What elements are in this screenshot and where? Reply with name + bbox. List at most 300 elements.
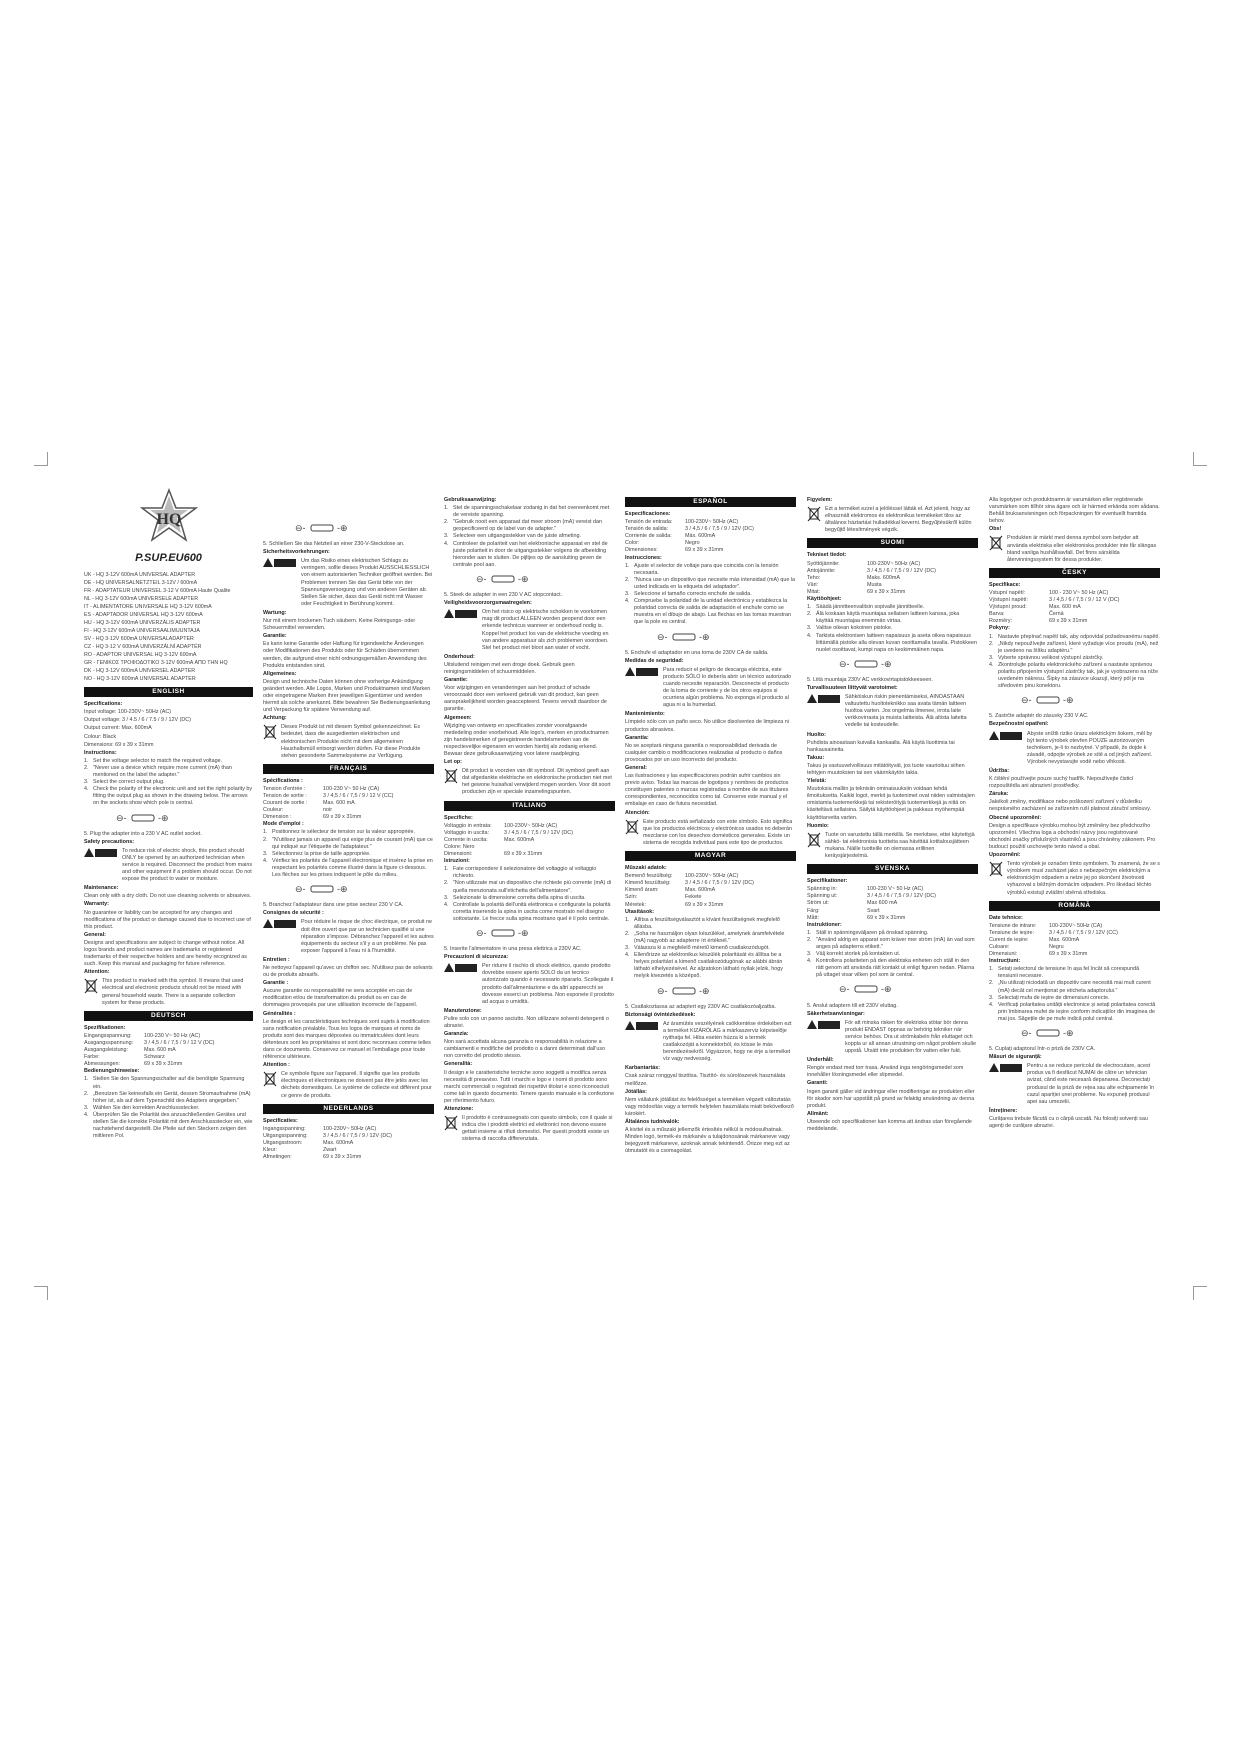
heading: Généralités :: [263, 1010, 296, 1017]
heading: Garantie:: [444, 677, 468, 684]
paragraph: Takuu ja vastuuvelvollisuus mitätöityvät, jos tuote vaurioituu siihen tehtyjen muutoksien tai sen väärinkäytön takia.: [807, 762, 965, 776]
list-item: 4. Controllate la polarità dell'unità elettronica e configurate la polarità corretta inserendo la spina in uscita come mostrato nel disegno sottostante. Le frecce sulla spina mostrano quel è il polo centrale.: [444, 901, 611, 922]
heading: Attenzione:: [444, 1106, 474, 1113]
list-item: 4. Vérifiez les polarités de l'appareil électronique et insérez la prise en respectant les polarités comme illustré dans la figure ci-dessous. Les flèches sur les prises indiquent le pôle du milieu.: [263, 857, 433, 879]
step-5: 5. Cuplați adaptorul într-o priză de 230V CA.: [989, 1046, 1096, 1053]
list-item: 3. Select the correct output plug.: [84, 779, 165, 786]
caution-icon: [84, 848, 118, 861]
heading: Allmänt:: [807, 1110, 829, 1117]
paragraph: Las ilustraciones y las especificaciones podrán sufrir cambios sin previo aviso. Todas las marcas de logotipos y nombres de productos constituyen patentes o marcas registradas a nombre de sus titulares correspondientes, reconocidos como tal. Conserve este manual y el embalaje en caso de futura necesidad.: [625, 773, 789, 808]
weee-block: Ezt a terméket ezzel a jelöléssel látták el. Azt jelenti, hogy az elhasznált elektromos és elektronikus termékeket tilos az általános háztartási hulladékkal keverni. Begyűjtésükről külön begyűjtő létesítmények végzik.: [807, 506, 978, 534]
heading: Consignes de sécurité :: [263, 910, 324, 917]
list-item: 2. „Soha ne használjon olyan készüléket, amelynek áramfelvétele (mA) nagyobb az adapterre írt értéknél.": [625, 930, 785, 944]
heading: Attention :: [263, 1062, 290, 1069]
language-line: GR - ΓΕΝΙΚΟΣ ΤΡΟΦΟΔΟΤΙΚΟ 3-12V 600mA ΑΠΟ ΤΗΝ HQ: [84, 660, 228, 667]
svg-text:HQ: HQ: [156, 511, 181, 528]
heading: Manutenzione:: [444, 1007, 482, 1014]
list-item: 1. Setați selectorul de tensiune în așa fel încât să corespundă tensiunii necesare.: [989, 966, 1140, 980]
spec-row: Color: Negro: [625, 540, 700, 547]
heading: Pokyny:: [989, 625, 1010, 632]
heading: Veiligheidsvoorzorgsmaatregelen:: [444, 600, 532, 607]
plug-polarity-icon: [837, 983, 978, 998]
safety-block: Az áramütés veszélyének csökkentése érdekében ezt a terméket KIZÁRÓLAG a márkaszerviz képviselője nyithatja fel. Hiba esetén húzza ki a termék csatlakozóját a konnektorból, és kösse le más berendezésekről. Vigyázzon, hogy ne érje a terméket víz vagy nedvesség.: [625, 1021, 796, 1064]
svg-text:-⊕: -⊕: [881, 984, 892, 995]
list-item: 3. Selecteer een uitgangsstekker van de juiste afmeting.: [444, 533, 581, 540]
paragraph: Non sarà accettata alcuna garanzia o responsabilità in relazione a cambiamenti e modifiche del prodotto o a danni determinati dall'uso non corretto del prodotto stesso.: [444, 1039, 606, 1060]
list-item: 4. Compruebe la polaridad de la unidad electrónica y establezca la polaridad correcta de salida de adaptación el enchufe como se muestra en el dibujo de abajo. Las flechas en las tomas muestran que la pole es central.: [625, 598, 792, 626]
heading: Mode d'emploi :: [263, 821, 304, 828]
plug-polarity-icon: [293, 522, 434, 537]
spec-row: Corrente in uscita: Max. 600mA: [444, 836, 535, 843]
heading: Atención:: [625, 809, 650, 816]
section-header-magyar: MAGYAR: [625, 851, 796, 861]
crop-mark-bottom-right: [1193, 1286, 1207, 1300]
spec-row: Bemenő feszültség: 100-230V~ 50Hz (AC): [625, 873, 739, 880]
language-line: ES - ADAPTADOR UNIVERSAL HQ 3-12V 600mA: [84, 612, 203, 619]
list-item: 2. „Nu utilizați niciodată un dispozitiv care necesită mai mult curent (mA) decât cel menționat pe eticheta adaptorului.": [989, 980, 1151, 994]
spec-row: Färg: Svart: [807, 907, 880, 914]
weee-bin-icon: [263, 1071, 277, 1090]
list-item: 4. Zkontrolujte polaritu elektronického zařízení a nastavte správnou polaritu připojením výstupní zástrčky tak, jak je vyobrazeno na níže uvedeném nákresu. Šipky na zásuvce ukazují, který pól je na středovém pinu konektoru.: [989, 661, 1159, 690]
heading: Yleistä:: [807, 778, 827, 785]
list-item: 2. "Gebruik nooit een apparaat dat meer stroom (mA) vereist dan gespecificeerd op de label van de adapter.": [444, 519, 603, 533]
heading: Jótállás:: [625, 1088, 647, 1095]
paragraph: Puhdista ainoastaan kuivalla kankaalla. Älä käytä liuottimia tai hankausaineita.: [807, 739, 955, 753]
list-item: 1. Stellen Sie den Spannungsschalter auf die benötigte Spannung ein.: [84, 1076, 245, 1090]
svg-text:-⊕: -⊕: [518, 573, 529, 584]
plug-polarity-icon: [1019, 1027, 1160, 1042]
paragraph: K čištění používejte pouze suchý hadřík. Nepoužívejte čisticí rozpouštědla ani abrazivní prostředky.: [989, 776, 1134, 790]
caution-icon: [989, 731, 1023, 744]
svg-text:⊖-: ⊖-: [657, 631, 668, 642]
crop-mark-top-right: [1193, 452, 1207, 466]
svg-text:-⊕: -⊕: [337, 523, 348, 533]
heading: Specifiche:: [444, 814, 473, 821]
paragraph: Alla logotyper och produktnamn är varumärken eller registrerade varumärken som tillhör sina ägare och är härmed erkända som sådana. Behåll bruksanvisningen och förpackningen för eventuellt framtida behov.: [989, 497, 1160, 525]
heading: Gebruiksaanwijzing:: [444, 497, 497, 503]
spec-row: Spänning in: 100-230 V~ 50 Hz (AC): [807, 886, 924, 893]
svg-text:⊖-: ⊖-: [657, 985, 668, 996]
heading: Upozornění:: [989, 852, 1021, 859]
spec-row: Eingangsspannung: 100-230 V~ 50 Hz (AC): [84, 1032, 201, 1039]
list-item: 2. "Nunca use un dispositivo que necesite más intensidad (mA) que la usted indicada en la etiqueta del adaptador".: [625, 576, 796, 590]
heading: Attention:: [84, 969, 110, 976]
column-4: [625, 497, 796, 1157]
plug-polarity-icon: [655, 985, 796, 1000]
list-item: 3. Välj korrekt storlek på kontakten ut.: [807, 951, 901, 958]
heading: Käyttöohjeet:: [807, 596, 842, 603]
safety-block: To reduce risk of electric shock, this product should ONLY be opened by an authorized technician when service is required. Disconnect the product from mains and other equipment if a problem should occur. Do not expose the product to water or moisture.: [84, 848, 253, 883]
language-list: [84, 572, 253, 683]
column-1: [84, 488, 253, 1140]
weee-bin-icon: [989, 535, 1003, 554]
section-header-espanol: ESPAÑOL: [625, 497, 796, 507]
heading: Tekniset tiedot:: [807, 552, 847, 559]
paragraph: Il design e le caratteristiche tecniche sono soggetti a modifica senza necessità di preavviso. Tutti i marchi e logo e i nomi di prodotto sono marchi commerciali o registrati dei rispettivi titolari e sono riconosciuti come tali in questo documento. Tenere questo manuale e la confezione per riferimento futuro.: [444, 1069, 615, 1104]
heading: Spécifications :: [263, 777, 303, 784]
list-item: 4. Controleer de polariteit van het elektronische apparaat en stel de juiste polariteit in door de uitgangsstekker volgens de afbeelding hieronder aan te sluiten. De pijltjes op de aansluiting geven de centrale pool aan.: [444, 540, 608, 568]
column-5: [807, 497, 978, 1134]
heading: Spezifikationen:: [84, 1024, 126, 1031]
paragraph: Muutoksia malliin ja teknisiin ominaisuuksiin voidaan tehdä ilmoituksetta. Kaikki logot, merkit ja tuotenimet ovat niiden valmistajien omistamia tuotemerkkejä tai rekisteröityjä tuotemerkkejä ja niitä on käsiteltävä sellaisina. Säilytä käyttöohjeet ja pakkaus myöhempää käyttötarvetta varten.: [807, 786, 975, 821]
paragraph: Design und technische Daten können ohne vorherige Ankündigung geändert werden. Alle Logos, Marken und Produktnamen sind Marken oder eingetragene Marken ihrer jeweiligen Eigentümer und werden hiermit als solche anerkannt. Bitte bewahren Sie Bedienungsanleitung und Verpackung für spätere Verwendung auf.: [263, 678, 431, 714]
list-item: 2. Älä koskaan käytä muuntajaa sellaisen laitteen kanssa, joka käyttää muuntajaa enemmän virtaa.: [807, 611, 960, 625]
weee-block: Este producto está señalizado con este símbolo. Esto significa que los productos eléctricos y electrónicos usados no deberán mezclarse con los desechos domésticos generales. Existe un sistema de recogida individual para este tipo de productos.: [625, 819, 796, 847]
section-header-italiano: ITALIANO: [444, 801, 615, 811]
spec-row: Vstupní napětí: 100 - 230 V~ 50 Hz (AC): [989, 589, 1109, 596]
spec-row: Culoare: Negru: [989, 943, 1064, 950]
caution-icon: [807, 694, 841, 707]
heading: Underhåll:: [807, 1057, 834, 1064]
spec-row: Ström ut: Max 600 mA: [807, 900, 898, 907]
heading: Garantía:: [625, 734, 649, 741]
heading: Especificaciones:: [625, 511, 671, 517]
heading: Turvallisuuteen liittyvät varotoimet:: [807, 684, 898, 691]
spec-row: Voltaggio in uscita: 3 / 4,5 / 6 / 7,5 / 9 / 12V (DC): [444, 829, 573, 836]
spec-row: Kimenő feszültség: 3 / 4,5 / 6 / 7,5 / 9 / 12V (DC): [625, 880, 754, 887]
heading: Bedienungshinweise:: [84, 1068, 140, 1075]
spec-row: Afmetingen: 69 x 39 x 31mm: [263, 1154, 362, 1161]
paragraph: Voor wijzigingen en veranderingen aan het product of schade veroorzaakt door een verkeerd gebruik van dit product, kan geen aansprakelijkheid worden geaccepteerd. Tevens vervalt daardoor de garantie.: [444, 685, 607, 713]
spec-row: Spänning ut: 3 / 4,5 / 6 / 7,5 / 9 / 12V (DC): [807, 893, 936, 900]
weee-bin-icon: [84, 978, 98, 997]
svg-text:-⊕: -⊕: [518, 927, 529, 938]
section-header-nederlands: NEDERLANDS: [263, 1104, 434, 1114]
spec-row: Couleur: noir: [263, 807, 332, 814]
step-5: 5. Schließen Sie das Netzteil an einer 230-V-Steckdose an.: [263, 541, 405, 548]
spec-row: Curent de ieșire: Max. 600mA: [989, 936, 1080, 943]
list-item: 4. Überprüfen Sie die Polarität des anzuschließenden Gerätes und stellen Sie die korrekte Polarität mit dem Anschlussstecker ein, wie nachstehend dargestellt. Die Pfeile auf den Steckern zeigen den mittleren Pol.: [84, 1111, 253, 1140]
safety-block: Abyste snížili riziko úrazu elektrickým šokem, měl by být tento výrobek otevřen POUZE autorizovaným technikem, je-li to nezbytné. V případě, že dojde k závadě, odpojte výrobek ze sítě a od jiných zařízení. Výrobek nevystavujte vodě nebo vlhkosti.: [989, 731, 1160, 766]
paragraph: Jakékoli změny, modifikace nebo poškození zařízení v důsledku nesprávného zacházení se zařízením ruší platnost záruční smlouvy.: [989, 799, 1151, 813]
spec-row: Dimension : 69 x 39 x 31mm: [263, 814, 362, 821]
svg-text:-⊕: -⊕: [158, 812, 169, 823]
step-5: 5. Liitä muuntaja 230V AC verkkovirtapistokkeeseen.: [807, 676, 933, 683]
paragraph: A kivitel és a műszaki jellemzők értesítés nélkül is módosulhatnak. Minden logó, termék-és márkanév a tulajdonosának márkaneve vagy bejegyzett márkaneve, azoknak annak tekintendő. Őrizze meg ezt az útmutatót és a csomagolást.: [625, 1127, 790, 1155]
svg-text:⊖-: ⊖-: [295, 523, 306, 533]
caution-icon: [625, 667, 659, 680]
step-5: 5. Branchez l'adaptateur dans une prise secteur 230 V CA.: [263, 902, 404, 909]
svg-text:-⊕: -⊕: [1063, 1028, 1074, 1038]
svg-text:⊖-: ⊖-: [476, 927, 487, 938]
heading: Mantenimiento:: [625, 711, 665, 718]
section-header-english: ENGLISH: [84, 687, 253, 697]
caution-icon: [625, 1021, 659, 1034]
paragraph: Clean only with a dry cloth. Do not use cleaning solvents or abrasives.: [84, 893, 252, 900]
spec-row: Méretek: 69 x 39 x 31mm: [625, 901, 724, 908]
list-item: 1. Säädä jännitteenvalitsin sopivalle jännitteelle.: [807, 604, 925, 611]
heading: Safety precautions:: [84, 838, 135, 845]
heading: General:: [84, 931, 106, 938]
heading: Entretien :: [263, 956, 290, 963]
spec-row: Antojännite: 3 / 4,5 / 6 / 7,5 / 9 / 12V (DC): [807, 567, 936, 574]
list-item: 3. Selezionate la dimensione corretta della spina di uscita.: [444, 894, 586, 901]
language-line: SV - HQ 3-12V 600mA UNIVERSALADAPTER: [84, 636, 194, 643]
weee-block: This product is marked with this symbol. It means that used electrical and electronic products should not be mixed with general household waste. There is a separate collection system for these products.: [84, 978, 253, 1006]
weee-block: Il prodotto è contrassegnato con questo simbolo, con il quale si indica che i prodotti elettrici ed elettronici non devono essere gettati insieme ai rifiuti domestici. Per questi prodotti esiste un sistema di raccolta differenziata.: [444, 1115, 615, 1143]
heading: Specifikationer:: [807, 878, 848, 885]
caution-icon: [263, 919, 297, 932]
list-item: 4. Kontrollera polariteten på den elektriska enheten och ställ in den rätt genom att använda rätt kontakt ut enligt figuren nedan. Pilarna på uttaget visar vilken pol som är central.: [807, 958, 975, 979]
heading: Garanti:: [807, 1080, 828, 1087]
spec-row: Teho: Maks. 600mA: [807, 574, 900, 581]
spec-row: Výstupní proud: Max. 600 mA: [989, 604, 1081, 611]
list-item: 4. Check the polarity of the electronic unit and set the right polarity by fitting the output plug as shown in the drawing below. The arrows on the sockets show which pole is central.: [84, 786, 253, 807]
section-header-cesky: ČESKY: [989, 568, 1160, 578]
paragraph: Curățarea trebuie făcută cu o cârpă uscată. Nu folosiți solvenți sau agenți de curățare abrazivi.: [989, 1115, 1148, 1130]
section-header-suomi: SUOMI: [807, 538, 978, 548]
paragraph: Le design et les caractéristiques techniques sont sujets à modification sans notification préalable. Tous les logos de marques et noms de produits sont des marques déposées ou immatriculées dont leurs détenteurs sont les propriétaires et sont donc reconnues comme telles dans ce documents. Conservez ce manuel et l'emballage pour toute référence ultérieure.: [263, 1018, 431, 1061]
paragraph: Es kann keine Garantie oder Haftung für irgendwelche Änderungen oder Modifikationen des Produkts oder für Schäden übernommen werden, die aufgrund einer nicht ordnungsgemäßen Anwendung des Produkts entstanden sind.: [263, 641, 427, 669]
list-item: 4. Verificați polaritatea unității electronice și setați polaritatea corectă prin îmbinarea mufei de ieșire conform indicațiilor din imaginea de mai jos. Săgețile de pe mufe indică polul central.: [989, 1001, 1156, 1022]
language-line: CZ - HQ 3-12 V 600mA UNIVERZÁLNÍ ADAPTÉR: [84, 644, 202, 651]
step-5: 5. Csatlakoztassa az adaptert egy 230V AC csatlakozóaljzatba.: [625, 1003, 777, 1010]
heading: Istruzioni:: [444, 858, 470, 865]
heading: Általános tudnivalók:: [625, 1119, 680, 1126]
model-title: P.SUP.EU600: [135, 552, 202, 565]
language-line: FI - HQ 3-12V 600mA UNIVERSAALIMUUNTAJA: [84, 628, 200, 635]
heading: Instrucțiuni:: [989, 958, 1021, 965]
heading: Specificaties:: [263, 1117, 298, 1124]
weee-block: Dieses Produkt ist mit diesem Symbol gekennzeichnet. Es bedeutet, dass die ausgedienten elektrischen und elektronischen Produkte nicht mit dem allgemeinen Haushaltsmüll entsorgt werden dürfen. Für diese Produkte stehen gesonderte Sammelsysteme zur Verfügung.: [263, 724, 434, 759]
svg-text:-⊕: -⊕: [699, 985, 710, 996]
heading: Medidas de seguridad:: [625, 657, 684, 664]
spec-line: Output voltage: 3 / 4.5 / 6 / 7.5 / 9 / 12V (DC): [84, 717, 191, 724]
safety-block: Om het risico op elektrische schokken te voorkomen mag dit product ALLEEN worden geopend door een erkende technicus wanneer er onderhoud nodig is. Koppel het product los van de elektrische voeding en van andere apparatuur als zich problemen voordoen. Stel het product niet bloot aan water of vocht.: [444, 609, 615, 652]
spec-row: Barva: Černá: [989, 611, 1064, 618]
spec-row: Dimensiones: 69 x 39 x 31mm: [625, 547, 724, 554]
list-item: 2. "Non utilizzate mai un dispositivo che richiede più corrente (mA) di quella menzionata sull'etichetta dell'alimentatore".: [444, 880, 612, 894]
paragraph: Pulire solo con un panno asciutto. Non utilizzare solventi detergenti o abrasivi.: [444, 1015, 609, 1029]
heading: Let op:: [444, 759, 462, 766]
plug-polarity-icon: [474, 927, 615, 942]
svg-text:⊖-: ⊖-: [1021, 695, 1032, 706]
heading: Warranty:: [84, 901, 109, 908]
list-item: 4. Ellenőrizze az elektronikus készülék polaritását és állítsa be a helyes polaritást a kimenő csatlakozódugónak az alábbi ábrán látható elhelyezésével. Az aljzatokon látható nyilak jelzik, hogy melyik kivezetés a középső.: [625, 952, 783, 980]
heading: General:: [625, 765, 647, 771]
heading: Bezpečnostní opatření:: [989, 721, 1049, 728]
list-item: 3. Selectați mufa de ieșire de dimensiuni corecte.: [989, 994, 1110, 1001]
heading: Karbantartás:: [625, 1065, 661, 1072]
paragraph: Ingen garanti gäller vid ändringar eller modifieringar av produkten eller för skador som har uppstått på grund av felaktig användning av denna produkt.: [807, 1088, 975, 1109]
list-item: 3. Seleccione el tamaño correcto enchufe de salida.: [625, 591, 752, 598]
spec-row: Voltaggio in entrata: 100-230V~ 50Hz (AC): [444, 822, 558, 829]
spec-row: Kleur: Zwart: [263, 1147, 337, 1154]
step-5: 5. Enchufe el adaptador en una toma de 230V CA de salida.: [625, 649, 769, 656]
list-item: 2. "Använd aldrig en apparat som kräver mer ström (mA) än vad som anges på adapterns etikett.": [807, 936, 975, 950]
section-header-deutsch: DEUTSCH: [84, 1011, 253, 1021]
heading: Instructions:: [84, 749, 117, 756]
language-line: FR - ADAPTATEUR UNIVERSEL 3-12 V 600mA Haute Qualite: [84, 588, 231, 595]
language-line: DK - HQ 3-12V 600mA UNIVERSEL ADAPTER: [84, 668, 196, 675]
spec-row: Kimenő áram: Max. 600mA: [625, 887, 716, 894]
list-item: 1. Stel de spanningsschakelaar zodanig in dat het overeenkomt met de vereiste spanning.: [444, 505, 610, 519]
paragraph: Wijziging van ontwerp en specificaties zonder voorafgaande mededeling onder voorbehoud. Alle logo's, merken en productnamen zijn handelsmerken of geregistreerde handelsmerken van de respectievelijke eigenaren en worden hierbij als zodanig erkend. Bewaar deze gebruiksaanwijzing voor latere raadpleging.: [444, 722, 609, 757]
plug-polarity-icon: [837, 658, 978, 673]
heading: Date tehnice:: [989, 914, 1023, 921]
list-item: 3. Valitse oikean kokoinen pistoke.: [807, 625, 893, 632]
spec-row: Colore: Nero: [444, 843, 475, 850]
language-line: IT - ALIMENTATORE UNIVERSALE HQ 3-12V 600mA: [84, 604, 212, 611]
paragraph: No se aceptará ninguna garantía o responsabilidad derivada de cualquier cambio o modificaciones realizadas al producto o daños provocados por un uso incorrecto del producto.: [625, 742, 783, 763]
heading: Figyelem:: [807, 497, 833, 503]
heading: Specifikace:: [989, 581, 1021, 588]
svg-text:⊖-: ⊖-: [295, 884, 306, 895]
spec-row: Ausgangsspannung: 3 / 4,5 / 6 / 7,5 / 9 / 12 V (DC): [84, 1039, 215, 1046]
language-line: HU - HQ 3-12V 600mA UNIVERZÁLIS ADAPTER: [84, 620, 201, 627]
spec-row: Uitgangsstroom: Max. 600mA: [263, 1139, 354, 1146]
caution-icon: [444, 963, 478, 976]
spec-row: Mått: 69 x 39 x 31mm: [807, 914, 906, 921]
heading: Garanzia:: [444, 1031, 469, 1038]
heading: Obs!: [989, 526, 1002, 533]
heading: Sicherheitsvorkehrungen:: [263, 549, 330, 556]
spec-row: Syöttöjännite: 100-230V~ 50Hz (AC): [807, 560, 921, 567]
caution-icon: [989, 1063, 1023, 1076]
plug-polarity-icon: [474, 573, 615, 588]
spec-row: Corriente de salida: Máx. 600mA: [625, 533, 716, 540]
list-item: 3. Sélectionnez la prise de taille appropriée.: [263, 850, 371, 857]
spec-row: Tensiune de intrare: 100-230V~ 50Hz (CA): [989, 922, 1103, 929]
safety-block: Pentru a se reduce pericolul de electrocutare, acest produs va fi desfăcut NUMAI de către un tehnician avizat, când este necesară depanarea. Deconectați produsul de la priză de rețea sau alte echipamente în cazul apariției unei probleme. Nu expuneți produsul apei sau umezelii.: [989, 1063, 1160, 1106]
heading: Záruka:: [989, 791, 1009, 798]
paragraph: Utseende och specifikationer kan komma att ändras utan föregående meddelande.: [807, 1118, 972, 1133]
heading: Údržba:: [989, 768, 1010, 774]
spec-row: Ausgangsleistung: Max. 600 mA: [84, 1047, 176, 1054]
safety-block: Pour réduire le risque de choc électrique, ce produit ne doit être ouvert que par un technicien qualifié si une réparation s'impose. Débranchez l'appareil et les autres équipements du secteur s'il y a un problème. Ne pas exposer l'appareil à l'eau ni à l'humidité.: [263, 919, 434, 954]
heading: Generalità:: [444, 1061, 473, 1068]
paragraph: Uitsluitend reinigen met een droge doek. Gebruik geen reinigingsmiddelen of schuurmiddelen.: [444, 661, 575, 675]
step-5: 5. Inserite l'alimentatore in una presa elettrica a 230V AC.: [444, 946, 582, 953]
language-line: NL - HQ 3-12V 600mA UNIVERSELE ADAPTER: [84, 596, 199, 603]
paragraph: Designs and specifications are subject to change without notice. All logos brands and product names are trademarks or registered trademarks of their respective holders and are hereby recognized as such. Keep this manual and packaging for future reference.: [84, 939, 248, 968]
weee-bin-icon: [444, 1115, 458, 1134]
plug-polarity-icon: [655, 631, 796, 646]
spec-row: Väri: Musta: [807, 581, 882, 588]
weee-block: Tento výrobek je označen tímto symbolem. To znamená, že se s výrobkem musí zacházet jako s nebezpečným elektrickým a elektronickým odpadem a nelze jej po skončení životnosti vyhazovat s běžným domácím odpadem. Pro likvidaci těchto výrobků existují zvláštní sběrná střediska.: [989, 861, 1160, 896]
list-item: 2. „Benutzen Sie keinesfalls ein Gerät, dessen Stromaufnahme (mA) höher ist, als auf dem Typenschild des Adapters angegeben.": [84, 1090, 251, 1104]
heading: Utasítások:: [625, 908, 655, 915]
spec-row: Abmessungen: 69 x 39 x 31mm: [84, 1061, 183, 1068]
section-header-romana: ROMÂNĂ: [989, 901, 1160, 911]
spec-row: Tensión de salida: 3 / 4,5 / 6 / 7,5 / 9 / 12V (DC): [625, 526, 754, 533]
section-header-svenska: SVENSKA: [807, 864, 978, 874]
language-line: RO - ADAPTOR UNIVERSAL HQ 3-12V 600mA: [84, 652, 197, 659]
column-3: [444, 497, 615, 1146]
spec-row: Courant de sortie : Max. 600 mA: [263, 800, 355, 807]
safety-block: Per ridurre il rischio di shock elettrico, questo prodotto dovrebbe essere aperto SOLO da un tecnico autorizzato quando è necessario ripararlo. Scollegate il prodotto dall'alimentazione e da altri apparecchi se dovesse esserci un problema. Non esponete il prodotto ad acqua o umidità.: [444, 963, 615, 1006]
list-item: 3. Válassza ki a megfelelő méretű kimenő csatlakozódugót.: [625, 945, 770, 952]
paragraph: Límpielo sólo con un paño seco. No utilice disolventes de limpieza ni productos abrasivos.: [625, 719, 789, 733]
list-item: 2. „Nikdy nepoužívejte zařízení, které vyžaduje více proudu (mA), než je uvedeno na štítku adaptéru.": [989, 640, 1159, 654]
hq-logo: [84, 488, 253, 549]
plug-polarity-icon: [1019, 694, 1160, 709]
column-2: [263, 518, 434, 1161]
list-item: 1. Set the voltage selector to match the required voltage.: [84, 757, 223, 764]
list-item: 1. Ajuste el selector de voltaje para que coincida con la tensión necesaria.: [625, 562, 779, 576]
weee-bin-icon: [444, 768, 458, 787]
list-item: 1. Állítsa a feszültségválasztót a kívánt feszültségnek megfelelő állásba.: [625, 916, 780, 930]
heading: Specifications:: [84, 701, 123, 708]
paragraph: Design a specifikace výrobku mohou být změněny bez předchozího upozornění. Všechna loga a obchodní názvy jsou registrované obchodní značky příslušných vlastníků a jsou chráněny zákonem. Pro budoucí použití uschovejte tento návod a obal.: [989, 822, 1156, 850]
svg-text:⊖-: ⊖-: [476, 573, 487, 584]
paragraph: Nem vállalunk jótállást és felelősséget a terméken végzett változtatás vagy módosítás vagy a termék helytelen használata miatt bekövetkező károkért.: [625, 1096, 794, 1117]
language-line: NO - HQ 3-12V 600mA UNIVERSAL ADAPTER: [84, 676, 196, 683]
weee-block: Dit product is voorzien van dit symbool. Dit symbool geeft aan dat afgedankte elektrische en elektronische producten niet met het gewone huisafval verwijderd mogen worden. Voor dit soort producten zijn er speciale inzamelingspunten.: [444, 768, 615, 796]
safety-block: För att minska risken för elektriska stötar bör denna produkt ENDAST öppnas av behörig tekniker när service behövs. Dra ut strömkabeln från eluttaget och koppla ur all annan utrustning om något problem skulle uppstå. Utsätt inte produkten för vatten eller fukt.: [807, 1020, 978, 1055]
svg-text:-⊕: -⊕: [337, 884, 348, 895]
paragraph: Nur mit einem trockenen Tuch säubern. Keine Reinigungs- oder Scheuermittel verwenden.: [263, 618, 416, 632]
spec-row: Ingangsspanning: 100-230V~ 50Hz (AC): [263, 1125, 377, 1132]
spec-row: Tensiune de ieșire: 3 / 4,5 / 6 / 7,5 / 9 / 12V (CC): [989, 929, 1118, 936]
caution-icon: [807, 1020, 841, 1033]
heading: Achtung:: [263, 715, 287, 722]
svg-text:-⊕: -⊕: [1063, 695, 1074, 706]
svg-text:⊖-: ⊖-: [839, 658, 850, 669]
step-5: 5. Zastrčte adaptér do zásuvky 230 V AC.: [989, 713, 1089, 720]
paragraph: No guarantee or liability can be accepted for any changes and modifications of the product or damage caused due to incorrect use of this product.: [84, 909, 251, 930]
paragraph: Ne nettoyez l'appareil qu'avec un chiffon sec. N'utilisez pas de solvants ou de produits abrasifs.: [263, 964, 433, 979]
caution-icon: [444, 609, 478, 622]
spec-row: Tensión de entrada: 100-230V~ 50Hz (AC): [625, 519, 739, 526]
spec-row: Výstupní napětí: 3 / 4,5 / 6 / 7,5 / 9 / 12 V (DC): [989, 597, 1120, 604]
crop-mark-top-left: [34, 452, 48, 466]
list-item: 1. Ställ in spänningsväljaren på önskad spänning.: [807, 929, 929, 936]
spec-line: Colour: Black: [84, 733, 117, 740]
heading: Takuu:: [807, 754, 825, 761]
heading: Instruktioner:: [807, 921, 842, 928]
spec-row: Tension de sortie : 3 / 4,5 / 6 / 7,5 / 9 / 12 V (CC): [263, 793, 394, 799]
safety-block: Sähköiskun riskin pienentämiseksi, AINOASTAAN valtuutettu huoltoteknikko saa avata tämän laitteen huoltoa varten. Jos ongelmia ilmenee, irrota laite verkkovirrasta ja muista laitteista. Älä altista laitetta vedelle tai kosteudelle.: [807, 694, 978, 729]
weee-block: Produkten är märkt med denna symbol som betyder att använda elektriska eller elektroniska produkter inte får slängas bland vanliga hushållsavfall. Det finns särskilda återvinningssystem för dessa produkter.: [989, 535, 1160, 563]
caution-icon: [263, 558, 297, 571]
spec-row: Dimensioni: 69 x 39 x 31mm: [444, 851, 543, 858]
heading: Instrucciones:: [625, 554, 662, 561]
svg-text:⊖-: ⊖-: [116, 812, 127, 823]
spec-row: Rozměry: 69 x 39 x 31mm: [989, 618, 1088, 625]
plug-polarity-icon: [114, 812, 253, 827]
heading: Garantie:: [263, 633, 287, 640]
language-line: UK - HQ 3-12V 600mA UNIVERSAL ADAPTER: [84, 572, 196, 579]
heading: Säkerhetsanvisningar:: [807, 1010, 865, 1017]
heading: Huomio:: [807, 822, 829, 829]
heading: Biztonsági óvintézkedések:: [625, 1011, 696, 1018]
heading: Obecné upozornění:: [989, 814, 1042, 821]
heading: Precauzioni di sicurezza:: [444, 954, 509, 961]
spec-row: Dimensiuni: 69 x 39 x 31mm: [989, 951, 1088, 958]
safety-block: Um das Risiko eines elektrischen Schlags zu verringern, sollte dieses Produkt AUSSCHLIESSLICH von einem autorisierten Techniker geöffnet werden. Bei Problemen trennen Sie das Gerät bitte von der Spannungsversorgung und von anderen Geräten ab. Stellen Sie sicher, dass das Gerät nicht mit Wasser oder Feuchtigkeit in Berührung kommt.: [263, 558, 434, 608]
spec-row: Mitat: 69 x 39 x 31mm: [807, 588, 906, 595]
svg-text:-⊕: -⊕: [881, 658, 892, 669]
paragraph: Rengör endast med torr trasa. Använd inga rengöringsmedel som innehåller lösningsmedel eller slipmedel.: [807, 1065, 964, 1079]
language-line: DE - HQ UNIVERSALNETZTEIL 3-12V / 600mA: [84, 580, 198, 587]
list-item: 4. Tarkista elektronisen laitteen napaisuus ja aseta oikea napaisuus liittämällä pistoke alla olevan kuvan osoittamalla tavalla. Pistokkeen nuolet osoittavat, kumpi napa on keskimmäinen napa.: [807, 632, 977, 653]
weee-bin-icon: [807, 832, 821, 851]
spec-line: Output current: Max. 600mA: [84, 725, 152, 732]
spec-row: Uitgangsspanning: 3 / 4,5 / 6 / 7,5 / 9 / 12V (DC): [263, 1132, 392, 1139]
svg-text:⊖-: ⊖-: [839, 984, 850, 995]
spec-line: Input voltage: 100-230V~ 50Hz (AC): [84, 709, 172, 716]
list-item: 2. "Never use a device which require more current (mA) than mentioned on the label the adapter.": [84, 764, 232, 779]
heading: Wartung:: [263, 609, 287, 616]
list-item: 3. Wählen Sie den korrekten Anschlussstecker.: [84, 1104, 200, 1111]
heading: Allgemeines:: [263, 670, 297, 677]
spec-row: Farbe: Schwarz: [84, 1054, 165, 1061]
heading: Maintenance:: [84, 885, 119, 892]
heading: Huolto:: [807, 731, 826, 738]
heading: Algemeen:: [444, 714, 472, 721]
weee-bin-icon: [989, 861, 1003, 880]
